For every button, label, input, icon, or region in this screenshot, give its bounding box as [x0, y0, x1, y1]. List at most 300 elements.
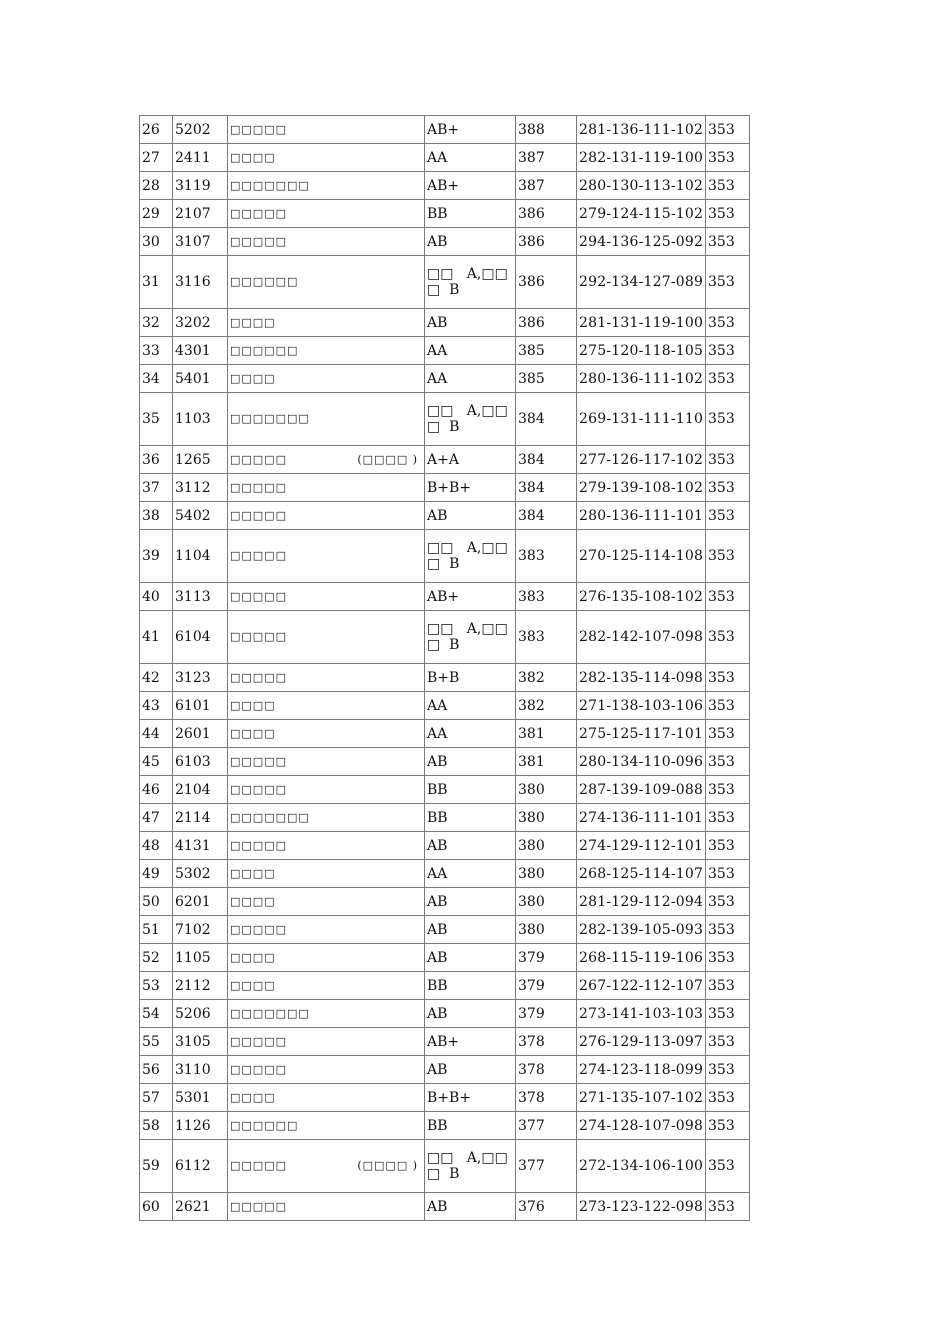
name-cell: [228, 860, 425, 888]
name-cell: [228, 144, 425, 172]
name-cell: [228, 474, 425, 502]
name-cell: [228, 1000, 425, 1028]
cutoff-line-cell: 353: [706, 1193, 750, 1221]
subject-grade-line: □□ A,□□: [427, 1150, 508, 1166]
cutoff-line-cell: 353: [706, 748, 750, 776]
cutoff-line-cell: 353: [706, 228, 750, 256]
name-cell: [228, 200, 425, 228]
total-score-cell: 379: [516, 944, 577, 972]
table-row: [140, 1028, 750, 1056]
subject-grade-cell: AB: [425, 1056, 516, 1084]
cutoff-line-cell: 353: [706, 1112, 750, 1140]
subject-grade-cell: AB: [425, 309, 516, 337]
table-row: [140, 1193, 750, 1221]
code-cell: 3113: [173, 583, 228, 611]
table-row: [140, 502, 750, 530]
table-row: [140, 1056, 750, 1084]
name-cell: [228, 228, 425, 256]
code-cell: 1105: [173, 944, 228, 972]
name-cell: [228, 502, 425, 530]
name-text: □□□□□: [230, 589, 287, 603]
subject-scores-cell: 274-129-112-101: [577, 832, 706, 860]
total-score-cell: 385: [516, 365, 577, 393]
table-row: [140, 611, 750, 664]
rank-cell: 37: [140, 474, 173, 502]
code-cell: 5402: [173, 502, 228, 530]
name-text: □□□□□□□: [230, 178, 310, 192]
name-cell: [228, 944, 425, 972]
name-cell: [228, 530, 425, 583]
subject-scores-cell: 274-128-107-098: [577, 1112, 706, 1140]
cutoff-line-cell: 353: [706, 664, 750, 692]
subject-grade-cell: AA: [425, 144, 516, 172]
name-cell: [228, 720, 425, 748]
name-text: □□□□□□□: [230, 412, 310, 425]
subject-grade-cell: B+B+: [425, 474, 516, 502]
subject-grade-cell: AB: [425, 1193, 516, 1221]
code-cell: 6104: [173, 611, 228, 664]
subject-grade-cell: AB: [425, 228, 516, 256]
total-score-cell: 379: [516, 972, 577, 1000]
subject-grade-cell: [425, 530, 516, 583]
subject-scores-cell: 270-125-114-108: [577, 530, 706, 583]
code-cell: 2114: [173, 804, 228, 832]
subject-grade-cell: AB+: [425, 583, 516, 611]
rank-cell: 59: [140, 1140, 173, 1193]
code-cell: 2621: [173, 1193, 228, 1221]
subject-scores-cell: 271-135-107-102: [577, 1084, 706, 1112]
subject-grade-line: □ B: [427, 556, 460, 572]
name-cell: [228, 256, 425, 309]
rank-cell: 38: [140, 502, 173, 530]
code-cell: 4301: [173, 337, 228, 365]
table-row: [140, 365, 750, 393]
rank-cell: 53: [140, 972, 173, 1000]
rank-cell: 49: [140, 860, 173, 888]
name-cell: [228, 393, 425, 446]
rank-cell: 46: [140, 776, 173, 804]
subject-grade-cell: AB: [425, 502, 516, 530]
subject-grade-cell: [425, 393, 516, 446]
cutoff-line-cell: 353: [706, 172, 750, 200]
rank-cell: 35: [140, 393, 173, 446]
cutoff-line-cell: 353: [706, 1000, 750, 1028]
subject-grade-cell: [425, 256, 516, 309]
name-cell: [228, 611, 425, 664]
code-cell: 5302: [173, 860, 228, 888]
subject-scores-cell: 294-136-125-092: [577, 228, 706, 256]
name-text: □□□□□: [230, 922, 287, 936]
table-row: [140, 804, 750, 832]
subject-scores-cell: 274-136-111-101: [577, 804, 706, 832]
name-text: □□□□: [230, 978, 276, 992]
total-score-cell: 382: [516, 692, 577, 720]
cutoff-line-cell: 353: [706, 1056, 750, 1084]
code-cell: 3112: [173, 474, 228, 502]
subject-scores-cell: 276-135-108-102: [577, 583, 706, 611]
total-score-cell: 386: [516, 228, 577, 256]
total-score-cell: 379: [516, 1000, 577, 1028]
cutoff-line-cell: 353: [706, 337, 750, 365]
subject-grade-cell: AB: [425, 916, 516, 944]
code-cell: 3119: [173, 172, 228, 200]
total-score-cell: 380: [516, 776, 577, 804]
code-cell: 6112: [173, 1140, 228, 1193]
subject-scores-cell: 292-134-127-089: [577, 256, 706, 309]
name-cell: [228, 776, 425, 804]
cutoff-line-cell: 353: [706, 446, 750, 474]
subject-grade-cell: AB: [425, 944, 516, 972]
rank-cell: 36: [140, 446, 173, 474]
total-score-cell: 380: [516, 804, 577, 832]
cutoff-line-cell: 353: [706, 144, 750, 172]
code-cell: 5206: [173, 1000, 228, 1028]
name-cell: [228, 1193, 425, 1221]
name-cell: [228, 664, 425, 692]
name-cell: [228, 748, 425, 776]
name-text: □□□□□: [230, 480, 287, 494]
name-cell: [228, 172, 425, 200]
name-text: □□□□□: [230, 1062, 287, 1076]
name-text: □□□□: [230, 315, 276, 329]
subject-grade-cell: [425, 1140, 516, 1193]
results-table-body: [140, 116, 750, 1221]
subject-grade-line: □□ A,□□: [427, 540, 508, 556]
subject-grade-line: □ B: [427, 1166, 460, 1182]
name-text: □□□□□: [230, 122, 287, 136]
table-row: [140, 692, 750, 720]
total-score-cell: 383: [516, 611, 577, 664]
subject-grade-line: □ B: [427, 637, 460, 653]
table-row: [140, 309, 750, 337]
subject-grade-line: □ B: [427, 282, 460, 298]
subject-grade-line: □ B: [427, 419, 460, 435]
name-text: □□□□□: [230, 206, 287, 220]
rank-cell: 60: [140, 1193, 173, 1221]
name-text: □□□□□: [230, 838, 287, 852]
cutoff-line-cell: 353: [706, 776, 750, 804]
subject-grade-cell: BB: [425, 1112, 516, 1140]
total-score-cell: 387: [516, 172, 577, 200]
total-score-cell: 384: [516, 502, 577, 530]
total-score-cell: 378: [516, 1056, 577, 1084]
name-cell: [228, 1084, 425, 1112]
code-cell: 3107: [173, 228, 228, 256]
cutoff-line-cell: 353: [706, 502, 750, 530]
total-score-cell: 377: [516, 1112, 577, 1140]
cutoff-line-cell: 353: [706, 116, 750, 144]
rank-cell: 45: [140, 748, 173, 776]
table-row: [140, 256, 750, 309]
subject-scores-cell: 282-135-114-098: [577, 664, 706, 692]
subject-grade-cell: B+B+: [425, 1084, 516, 1112]
total-score-cell: 378: [516, 1084, 577, 1112]
name-cell: [228, 804, 425, 832]
rank-cell: 50: [140, 888, 173, 916]
table-row: [140, 393, 750, 446]
subject-scores-cell: 268-115-119-106: [577, 944, 706, 972]
rank-cell: 41: [140, 611, 173, 664]
code-cell: 1126: [173, 1112, 228, 1140]
table-row: [140, 1112, 750, 1140]
code-cell: 3116: [173, 256, 228, 309]
subject-scores-cell: 280-130-113-102: [577, 172, 706, 200]
subject-scores-cell: 282-131-119-100: [577, 144, 706, 172]
cutoff-line-cell: 353: [706, 720, 750, 748]
code-cell: 1104: [173, 530, 228, 583]
rank-cell: 55: [140, 1028, 173, 1056]
cutoff-line-cell: 353: [706, 888, 750, 916]
name-cell: [228, 116, 425, 144]
code-cell: 2601: [173, 720, 228, 748]
rank-cell: 56: [140, 1056, 173, 1084]
total-score-cell: 388: [516, 116, 577, 144]
table-row: [140, 664, 750, 692]
name-text: □□□□: [230, 150, 276, 164]
name-text: □□□□: [230, 698, 276, 712]
subject-grade-cell: AB+: [425, 172, 516, 200]
table-row: [140, 748, 750, 776]
rank-cell: 42: [140, 664, 173, 692]
cutoff-line-cell: 353: [706, 1084, 750, 1112]
subject-scores-cell: 273-141-103-103: [577, 1000, 706, 1028]
total-score-cell: 377: [516, 1140, 577, 1193]
name-cell: [228, 916, 425, 944]
code-cell: 6201: [173, 888, 228, 916]
subject-scores-cell: 273-123-122-098: [577, 1193, 706, 1221]
table-row: [140, 832, 750, 860]
total-score-cell: 386: [516, 309, 577, 337]
subject-scores-cell: 282-142-107-098: [577, 611, 706, 664]
code-cell: 6103: [173, 748, 228, 776]
subject-grade-cell: AB: [425, 1000, 516, 1028]
rank-cell: 51: [140, 916, 173, 944]
subject-grade-cell: BB: [425, 972, 516, 1000]
rank-cell: 26: [140, 116, 173, 144]
code-cell: 5301: [173, 1084, 228, 1112]
name-text: □□□□: [230, 726, 276, 740]
rank-cell: 57: [140, 1084, 173, 1112]
total-score-cell: 384: [516, 474, 577, 502]
table-row: [140, 972, 750, 1000]
table-row: [140, 916, 750, 944]
name-text: □□□□: [230, 894, 276, 908]
subject-grade-cell: AB: [425, 832, 516, 860]
name-cell: [228, 692, 425, 720]
name-text: □□□□□: [230, 549, 287, 562]
cutoff-line-cell: 353: [706, 1028, 750, 1056]
subject-scores-cell: 271-138-103-106: [577, 692, 706, 720]
subject-scores-cell: 272-134-106-100: [577, 1140, 706, 1193]
rank-cell: 28: [140, 172, 173, 200]
subject-scores-cell: 282-139-105-093: [577, 916, 706, 944]
name-text: □□□□: [230, 866, 276, 880]
subject-scores-cell: 280-136-111-101: [577, 502, 706, 530]
code-cell: 7102: [173, 916, 228, 944]
rank-cell: 39: [140, 530, 173, 583]
name-text: □□□□□□: [230, 343, 299, 357]
rank-cell: 29: [140, 200, 173, 228]
name-text: □□□□□: [230, 782, 287, 796]
rank-cell: 52: [140, 944, 173, 972]
name-cell: [228, 1056, 425, 1084]
rank-cell: 58: [140, 1112, 173, 1140]
total-score-cell: 380: [516, 860, 577, 888]
subject-scores-cell: 269-131-111-110: [577, 393, 706, 446]
total-score-cell: 378: [516, 1028, 577, 1056]
subject-grade-line: □□ A,□□: [427, 403, 508, 419]
subject-scores-cell: 267-122-112-107: [577, 972, 706, 1000]
subject-scores-cell: 275-120-118-105: [577, 337, 706, 365]
table-row: [140, 337, 750, 365]
subject-grade-cell: A+A: [425, 446, 516, 474]
code-cell: 5401: [173, 365, 228, 393]
table-row: [140, 200, 750, 228]
name-cell: [228, 583, 425, 611]
subject-grade-cell: AA: [425, 337, 516, 365]
rank-cell: 30: [140, 228, 173, 256]
total-score-cell: 384: [516, 446, 577, 474]
subject-scores-cell: 279-139-108-102: [577, 474, 706, 502]
code-cell: 2112: [173, 972, 228, 1000]
rank-cell: 54: [140, 1000, 173, 1028]
code-cell: 2411: [173, 144, 228, 172]
subject-grade-cell: AB+: [425, 116, 516, 144]
cutoff-line-cell: 353: [706, 832, 750, 860]
total-score-cell: 386: [516, 200, 577, 228]
subject-grade-cell: AB+: [425, 1028, 516, 1056]
total-score-cell: 383: [516, 530, 577, 583]
name-cell: [228, 365, 425, 393]
cutoff-line-cell: 353: [706, 583, 750, 611]
cutoff-line-cell: 353: [706, 692, 750, 720]
subject-scores-cell: 274-123-118-099: [577, 1056, 706, 1084]
total-score-cell: 380: [516, 832, 577, 860]
name-note: (□□□□ ): [357, 452, 418, 466]
subject-grade-cell: B+B: [425, 664, 516, 692]
cutoff-line-cell: 353: [706, 972, 750, 1000]
subject-scores-cell: 281-129-112-094: [577, 888, 706, 916]
subject-grade-cell: BB: [425, 804, 516, 832]
subject-scores-cell: 280-136-111-102: [577, 365, 706, 393]
total-score-cell: 381: [516, 720, 577, 748]
rank-cell: 32: [140, 309, 173, 337]
subject-scores-cell: 277-126-117-102: [577, 446, 706, 474]
name-note: (□□□□ ): [357, 1159, 418, 1172]
code-cell: 3110: [173, 1056, 228, 1084]
code-cell: 2104: [173, 776, 228, 804]
subject-scores-cell: 279-124-115-102: [577, 200, 706, 228]
cutoff-line-cell: 353: [706, 804, 750, 832]
name-text: □□□□□: [230, 630, 287, 643]
subject-scores-cell: 276-129-113-097: [577, 1028, 706, 1056]
total-score-cell: 385: [516, 337, 577, 365]
table-row: [140, 720, 750, 748]
subject-grade-line: □□ A,□□: [427, 266, 508, 282]
table-row: [140, 228, 750, 256]
subject-scores-cell: 280-134-110-096: [577, 748, 706, 776]
name-text: □□□□□: [230, 754, 287, 768]
subject-grade-cell: BB: [425, 200, 516, 228]
subject-scores-cell: 281-131-119-100: [577, 309, 706, 337]
subject-grade-line: □□ A,□□: [427, 621, 508, 637]
name-cell: [228, 832, 425, 860]
name-text: □□□□□□□: [230, 810, 310, 824]
rank-cell: 31: [140, 256, 173, 309]
rank-cell: 40: [140, 583, 173, 611]
code-cell: 1265: [173, 446, 228, 474]
name-cell: [228, 888, 425, 916]
total-score-cell: 382: [516, 664, 577, 692]
table-row: [140, 1084, 750, 1112]
name-cell: [228, 972, 425, 1000]
total-score-cell: 383: [516, 583, 577, 611]
cutoff-line-cell: 353: [706, 393, 750, 446]
name-text: □□□□: [230, 1090, 276, 1104]
name-cell: [228, 446, 425, 474]
table-row: [140, 530, 750, 583]
subject-grade-cell: AA: [425, 860, 516, 888]
code-cell: 2107: [173, 200, 228, 228]
subject-grade-cell: AA: [425, 720, 516, 748]
cutoff-line-cell: 353: [706, 309, 750, 337]
name-cell: [228, 309, 425, 337]
results-table: [139, 115, 750, 1221]
cutoff-line-cell: 353: [706, 530, 750, 583]
subject-scores-cell: 275-125-117-101: [577, 720, 706, 748]
name-text: □□□□□□□: [230, 1006, 310, 1020]
cutoff-line-cell: 353: [706, 200, 750, 228]
total-score-cell: 381: [516, 748, 577, 776]
subject-grade-cell: AB: [425, 888, 516, 916]
name-text: □□□□□□: [230, 1118, 299, 1132]
cutoff-line-cell: 353: [706, 916, 750, 944]
rank-cell: 34: [140, 365, 173, 393]
subject-grade-cell: [425, 611, 516, 664]
name-text: □□□□□: [230, 1159, 287, 1172]
code-cell: 1103: [173, 393, 228, 446]
total-score-cell: 387: [516, 144, 577, 172]
rank-cell: 33: [140, 337, 173, 365]
name-text: □□□□□: [230, 452, 287, 466]
total-score-cell: 376: [516, 1193, 577, 1221]
cutoff-line-cell: 353: [706, 256, 750, 309]
code-cell: 5202: [173, 116, 228, 144]
table-row: [140, 776, 750, 804]
subject-grade-cell: BB: [425, 776, 516, 804]
name-text: □□□□: [230, 371, 276, 385]
rank-cell: 48: [140, 832, 173, 860]
name-cell: [228, 337, 425, 365]
table-row: [140, 583, 750, 611]
cutoff-line-cell: 353: [706, 474, 750, 502]
table-row: [140, 1000, 750, 1028]
subject-grade-cell: AA: [425, 365, 516, 393]
table-row: [140, 860, 750, 888]
total-score-cell: 386: [516, 256, 577, 309]
code-cell: 3123: [173, 664, 228, 692]
subject-scores-cell: 281-136-111-102: [577, 116, 706, 144]
table-row: [140, 474, 750, 502]
name-text: □□□□□: [230, 1199, 287, 1213]
name-cell: [228, 1140, 425, 1193]
cutoff-line-cell: 353: [706, 365, 750, 393]
code-cell: 4131: [173, 832, 228, 860]
total-score-cell: 380: [516, 888, 577, 916]
code-cell: 3105: [173, 1028, 228, 1056]
table-row: [140, 1140, 750, 1193]
name-text: □□□□□□: [230, 275, 299, 288]
